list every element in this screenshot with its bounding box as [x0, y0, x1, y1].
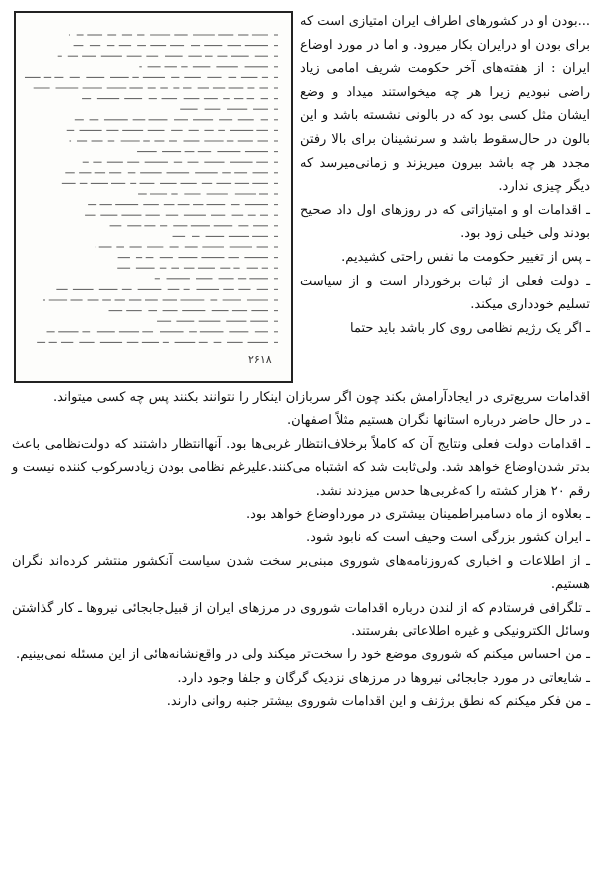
paragraph-intro: ...بودن او در کشورهای اطراف ایران امتیازی است که برای بودن او درایران بکار میرود. و اما در مورد اوضاع ایران : از هفته‌های آخر حکومت شریف امامی زیاد راضی نبودیم زیرا هر چه میخواستند میداد و وضع ایشان مثل کسی بود که در بالونی نشسته باشد و این بالون در حال‌سقوط باشد و سرنشینان برای بالا رفتن مجدد هر چه باشد بیرون میریزند و زمانی‌میرسد که دیگر چیزی ندارد.	[300, 14, 590, 195]
inset-page-number: ۲۶۱۸	[248, 353, 272, 366]
text-column-top	[300, 10, 590, 340]
paragraph: ـ من فکر میکنم که نطق برژنف و این اقدامات شوروی بیشتر جنبه روانی دارند.	[166, 694, 590, 710]
paragraph: ـ من احساس میکنم که شوروی موضع خود را سخت‌تر میکند ولی در واقع‌نشانه‌هائی از این مسئله نمی‌بینیم.	[16, 647, 590, 663]
paragraph: ـ دولت فعلی از ثبات برخوردار است و از سیاست تسلیم خودداری میکند.	[300, 273, 590, 313]
paragraph: ـ در حال حاضر درباره استانها نگران هستیم مثلاً اصفهان.	[287, 413, 590, 429]
paragraph: ـ بعلاوه از ماه دسامبراطمینان بیشتری در مورداوضاع خواهد بود.	[245, 507, 590, 523]
paragraph: ـ اقدامات او و امتیازاتی که در روزهای اول داد صحیح بودند ولی خیلی زود بود.	[300, 202, 590, 242]
paragraph: ـ از اطلاعات و اخباری که‌روزنامه‌های شوروی مبنی‌بر سخت شدن سیاست آنکشور منتشر کرده‌اند نگران هستیم.	[12, 553, 590, 593]
text-column-full	[12, 386, 590, 714]
paragraph: اقدامات سریع‌تری در ایجادآرامش بکند چون اگر سربازان اینکار را نتوانند بکنند پس چه کسی میتواند.	[52, 390, 590, 405]
typewritten-lines-graphic	[16, 13, 291, 381]
paragraph: ـ تلگرافی فرستادم که از لندن درباره اقدامات شوروی در مرزهای ایران از قبیل‌جابجائی نیروها ـ کار گذاشتن وسائل الکترونیکی و غیره اطلاعاتی بفرستند.	[12, 600, 590, 640]
paragraph: ـ پس از تغییر حکومت ما نفس راحتی کشیدیم.	[341, 249, 590, 265]
paragraph: ـ اگر یک رژیم نظامی روی کار باشد باید حتما	[349, 320, 590, 336]
paragraph: ـ ایران کشور بزرگی است وحیف است که نابود شود.	[305, 530, 590, 546]
scanned-document-image	[14, 11, 293, 383]
paragraph: ـ شایعاتی در مورد جابجائی نیروها در مرزهای نزدیک گرگان و جلفا وجود دارد.	[177, 670, 590, 686]
paragraph: ـ اقدامات دولت فعلی ونتایج آن که کاملاً برخلاف‌انتظار غربی‌ها بود. آنهاانتظار داشتند که دولت‌نظامی باعث بدتر شدن‌اوضاع خواهد شد. ولی‌ثابت شد که اشتباه می‌کنند.علیرغم نظامی بودن زیاد‌سرکوب کننده نیست و رقم ۲۰ هزار کشته را که‌غربی‌ها حدس میزدند نشد.	[12, 436, 590, 499]
